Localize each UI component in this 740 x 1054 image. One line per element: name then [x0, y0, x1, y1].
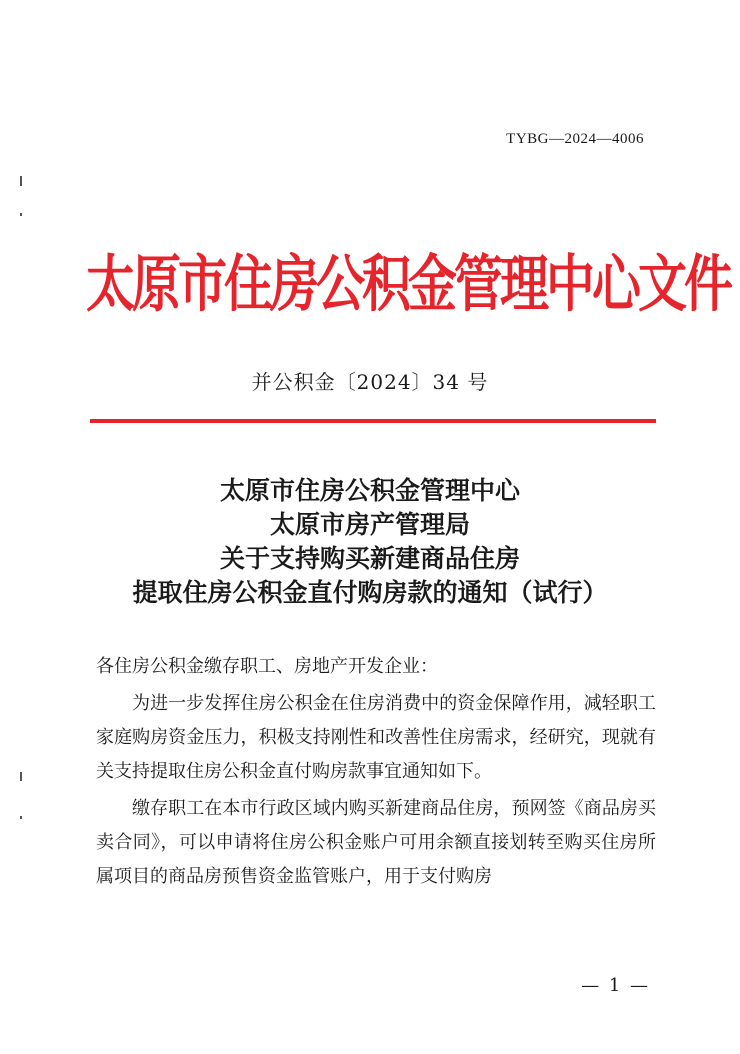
- salutation: 各住房公积金缴存职工、房地产开发企业：: [96, 656, 438, 677]
- notice-title-line-1: 太原市住房公积金管理中心: [219, 476, 520, 505]
- notice-title-line-3: 关于支持购买新建商品住房: [219, 544, 520, 573]
- document-number: 并公积金〔2024〕34 号: [251, 370, 489, 394]
- binding-margin-mark: [20, 816, 22, 819]
- notice-title-line-4: 提取住房公积金直付购房款的通知（试行）: [132, 578, 608, 607]
- document-code: TYBG—2024—4006: [506, 131, 644, 147]
- red-separator-line: [90, 419, 656, 423]
- binding-margin-mark: [20, 176, 22, 186]
- binding-margin-mark: [20, 213, 22, 216]
- notice-title-line-2: 太原市房产管理局: [269, 510, 470, 539]
- body-paragraph-2: 缴存职工在本市行政区域内购买新建商品住房，预网签《商品房买卖合同》，可以申请将住房公积金账户可用余额直接划转至购买住房所属项目的商品房预售资金监管账户，用于支付购房: [96, 798, 656, 887]
- issuing-authority-header: 太原市住房公积金管理中心文件: [86, 248, 731, 320]
- page-number: — 1 —: [581, 975, 650, 996]
- notice-title: [0, 474, 740, 610]
- body-paragraph-1: 为进一步发挥住房公积金在住房消费中的资金保障作用，减轻职工家庭购房资金压力，积极支持刚性和改善性住房需求，经研究，现就有关支持提取住房公积金直付购房款事宜通知如下。: [96, 693, 656, 782]
- binding-margin-mark: [20, 772, 22, 781]
- document-body: [96, 650, 656, 897]
